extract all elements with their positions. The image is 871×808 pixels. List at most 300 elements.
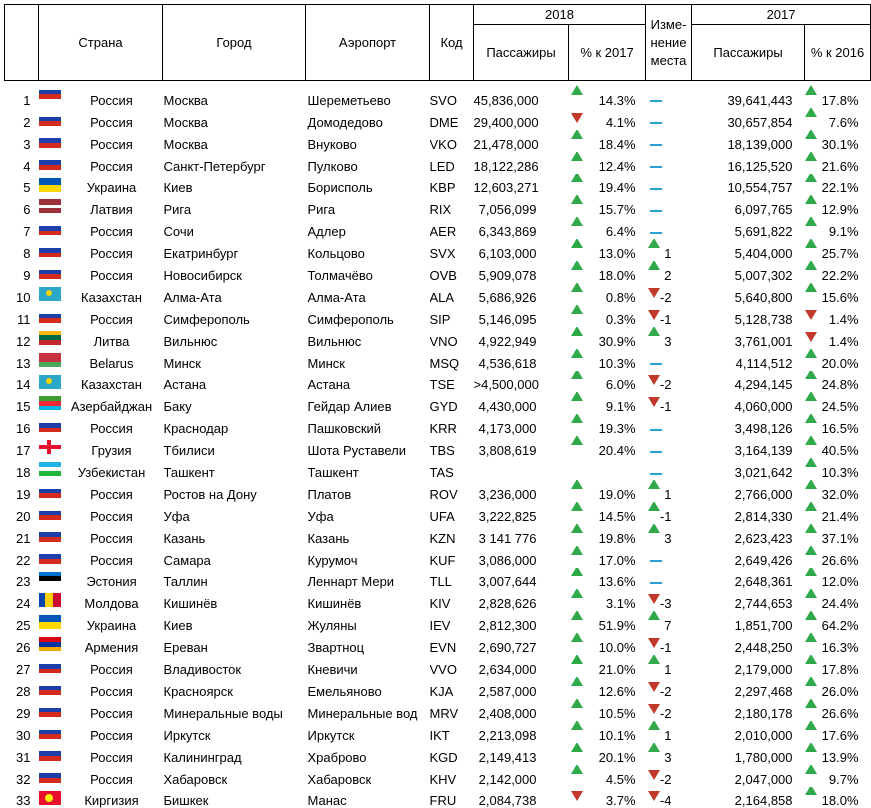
code-cell: KGD — [430, 743, 474, 765]
rank-change-cell — [646, 524, 692, 546]
airport-cell: Леннарт Мери — [306, 568, 430, 590]
arrow-down-icon — [648, 594, 660, 604]
city-cell: Сочи — [163, 217, 306, 239]
country-cell — [39, 699, 163, 721]
arrow-up-icon — [571, 195, 583, 204]
pct-2017-cell — [805, 414, 871, 436]
arrow-up-icon — [571, 261, 583, 270]
rank-change-cell — [646, 633, 692, 655]
rank-cell: 3 — [5, 130, 39, 152]
code-header: Код — [430, 5, 474, 81]
city-cell: Москва — [163, 81, 306, 108]
pct-2018-cell — [569, 699, 646, 721]
pct-value: 13.0% — [599, 246, 636, 261]
arrow-up-icon — [571, 480, 583, 489]
passengers-2017-cell: 3,761,001 — [692, 327, 805, 349]
rank-change-value: -3 — [660, 596, 672, 611]
arrow-up-icon — [805, 130, 817, 139]
table-row — [5, 108, 871, 130]
code-cell: MSQ — [430, 349, 474, 371]
rank-cell: 6 — [5, 195, 39, 217]
no-change-icon — [650, 210, 662, 212]
rank-cell: 18 — [5, 458, 39, 480]
country-name: Россия — [68, 421, 133, 436]
country-name: Россия — [68, 93, 133, 108]
code-cell: VVO — [430, 655, 474, 677]
country-cell — [39, 392, 163, 414]
country-cell — [39, 655, 163, 677]
city-cell: Иркутск — [163, 721, 306, 743]
passengers-2017-cell: 2,179,000 — [692, 655, 805, 677]
country-cell — [39, 371, 163, 393]
pct-2018-cell — [569, 546, 646, 568]
country-name: Россия — [68, 487, 133, 502]
pct-2017-cell — [805, 611, 871, 633]
arrow-up-icon — [571, 85, 583, 95]
code-cell: GYD — [430, 392, 474, 414]
country-name: Россия — [68, 772, 133, 787]
pct-2017-cell — [805, 81, 871, 108]
pct-2018-cell — [569, 611, 646, 633]
rank-change-cell — [646, 765, 692, 787]
code-cell: AER — [430, 217, 474, 239]
country-cell — [39, 327, 163, 349]
country-cell — [39, 81, 163, 108]
pct-value: 7.6% — [829, 115, 859, 130]
country-cell — [39, 546, 163, 568]
arrow-up-icon — [571, 349, 583, 358]
pct-2018-cell — [569, 305, 646, 327]
airport-cell: Храброво — [306, 743, 430, 765]
rank-cell: 12 — [5, 327, 39, 349]
pct-value: 3.7% — [606, 793, 636, 808]
arrow-down-icon — [648, 375, 660, 385]
pct-value: 19.8% — [599, 531, 636, 546]
code-cell: ROV — [430, 480, 474, 502]
passengers-2017-cell: 2,010,000 — [692, 721, 805, 743]
pct-value: 13.6% — [599, 574, 636, 589]
pct-2017-cell — [805, 392, 871, 414]
country-name: Россия — [68, 509, 133, 524]
table-row — [5, 633, 871, 655]
arrow-up-icon — [805, 414, 817, 423]
code-cell: TAS — [430, 458, 474, 480]
rank-cell: 15 — [5, 392, 39, 414]
arrow-up-icon — [571, 611, 583, 620]
pct-value: 13.9% — [822, 750, 859, 765]
rank-cell: 27 — [5, 655, 39, 677]
country-name: Россия — [68, 706, 133, 721]
country-name: Украина — [65, 180, 137, 195]
rank-change-value: -1 — [660, 509, 672, 524]
rank-cell: 2 — [5, 108, 39, 130]
airport-cell: Вильнюс — [306, 327, 430, 349]
flag-ukraine-icon — [39, 178, 61, 192]
passengers-2018-cell: 29,400,000 — [474, 108, 569, 130]
flag-latvia-icon — [39, 199, 61, 213]
arrow-up-icon — [805, 108, 817, 117]
pct-value: 20.0% — [822, 356, 859, 371]
no-change-icon — [650, 144, 662, 146]
flag-kyrgyzstan-icon — [39, 791, 61, 805]
flag-russia-icon — [39, 725, 61, 739]
airport-cell: Емельяново — [306, 677, 430, 699]
table-row — [5, 721, 871, 743]
arrow-up-icon — [805, 721, 817, 730]
country-cell — [39, 349, 163, 371]
rank-change-value: 3 — [664, 334, 671, 349]
country-cell — [39, 239, 163, 261]
pct-value: 22.2% — [822, 268, 859, 283]
passengers-2018-cell: 4,173,000 — [474, 414, 569, 436]
rank-change-value: -1 — [660, 399, 672, 414]
airport-cell: Хабаровск — [306, 765, 430, 787]
country-cell — [39, 108, 163, 130]
country-name: Казахстан — [59, 377, 142, 392]
country-cell — [39, 195, 163, 217]
passengers-2017-cell: 2,297,468 — [692, 677, 805, 699]
country-name: Россия — [68, 137, 133, 152]
airport-cell: Жуляны — [306, 611, 430, 633]
pct-value: 10.1% — [599, 728, 636, 743]
table-row — [5, 589, 871, 611]
arrow-up-icon — [805, 349, 817, 358]
country-cell — [39, 436, 163, 458]
passengers-2018-cell: 2,142,000 — [474, 765, 569, 787]
table-row — [5, 787, 871, 808]
country-cell — [39, 568, 163, 590]
city-cell: Ростов на Дону — [163, 480, 306, 502]
year-2018-header: 2018 — [474, 5, 646, 25]
rank-change-value: 2 — [664, 268, 671, 283]
city-cell: Вильнюс — [163, 327, 306, 349]
city-cell: Киев — [163, 174, 306, 196]
country-cell — [39, 611, 163, 633]
rank-cell: 23 — [5, 568, 39, 590]
pct-2018-cell — [569, 787, 646, 808]
flag-russia-icon — [39, 703, 61, 717]
pct-2018-cell — [569, 568, 646, 590]
rank-change-value: -1 — [660, 312, 672, 327]
city-cell: Екатринбург — [163, 239, 306, 261]
rank-cell: 29 — [5, 699, 39, 721]
country-name: Россия — [68, 531, 133, 546]
city-cell: Таллин — [163, 568, 306, 590]
pct-value: 14.3% — [599, 93, 636, 108]
pct-value: 26.6% — [822, 706, 859, 721]
pct-value: 12.4% — [599, 159, 636, 174]
pct-2018-cell — [569, 327, 646, 349]
rank-cell: 20 — [5, 502, 39, 524]
rank-change-value: -2 — [660, 684, 672, 699]
pct-value: 17.0% — [599, 553, 636, 568]
rank-change-cell — [646, 414, 692, 436]
pct-2018-cell — [569, 414, 646, 436]
arrow-down-icon — [648, 682, 660, 692]
arrow-up-icon — [805, 436, 817, 445]
arrow-up-icon — [571, 524, 583, 533]
pct-2017-cell — [805, 174, 871, 196]
arrow-up-icon — [805, 458, 817, 467]
code-cell: KHV — [430, 765, 474, 787]
city-cell: Уфа — [163, 502, 306, 524]
table-header — [5, 5, 871, 81]
pct-2018-cell — [569, 721, 646, 743]
pct-value: 1.4% — [829, 334, 859, 349]
city-cell: Красноярск — [163, 677, 306, 699]
pct-2017-header: % к 2016 — [805, 25, 871, 81]
country-name: Эстония — [64, 574, 136, 589]
pct-value: 24.4% — [822, 596, 859, 611]
table-row — [5, 327, 871, 349]
arrow-down-icon — [648, 791, 660, 801]
arrow-up-icon — [571, 174, 583, 183]
country-name: Россия — [68, 115, 133, 130]
country-cell — [39, 743, 163, 765]
airport-cell: Уфа — [306, 502, 430, 524]
no-change-icon — [650, 560, 662, 562]
city-cell: Симферополь — [163, 305, 306, 327]
table-row — [5, 414, 871, 436]
airport-cell: Курумоч — [306, 546, 430, 568]
pct-value: 18.0% — [822, 793, 859, 808]
country-cell — [39, 152, 163, 174]
airport-cell: Борисполь — [306, 174, 430, 196]
city-cell: Краснодар — [163, 414, 306, 436]
arrow-up-icon — [571, 502, 583, 511]
country-name: Россия — [68, 246, 133, 261]
code-cell: VNO — [430, 327, 474, 349]
code-cell: SIP — [430, 305, 474, 327]
table-row — [5, 699, 871, 721]
rank-change-cell — [646, 458, 692, 480]
no-change-icon — [650, 232, 662, 234]
arrow-up-icon — [805, 174, 817, 183]
arrow-up-icon — [805, 502, 817, 511]
code-cell: KUF — [430, 546, 474, 568]
passengers-2017-cell: 2,623,423 — [692, 524, 805, 546]
pct-2018-cell — [569, 589, 646, 611]
passengers-2018-cell: 5,909,078 — [474, 261, 569, 283]
rank-change-cell — [646, 81, 692, 108]
country-cell — [39, 414, 163, 436]
rank-change-cell — [646, 655, 692, 677]
rank-change-cell — [646, 787, 692, 808]
year-2017-header: 2017 — [692, 5, 871, 25]
code-cell: FRU — [430, 787, 474, 808]
no-change-icon — [650, 473, 662, 475]
pct-2018-cell — [569, 524, 646, 546]
rank-change-value: 1 — [664, 246, 671, 261]
pct-value: 26.0% — [822, 684, 859, 699]
arrow-up-icon — [571, 130, 583, 139]
country-name: Россия — [68, 268, 133, 283]
passengers-2017-cell: 10,554,757 — [692, 174, 805, 196]
country-cell — [39, 633, 163, 655]
airport-cell: Толмачёво — [306, 261, 430, 283]
arrow-up-icon — [805, 392, 817, 401]
rank-change-cell — [646, 327, 692, 349]
rank-change-cell — [646, 677, 692, 699]
passengers-2017-cell: 4,294,145 — [692, 371, 805, 393]
arrow-up-icon — [571, 568, 583, 577]
pct-value: 6.0% — [606, 377, 636, 392]
flag-russia-icon — [39, 681, 61, 695]
passengers-2017-cell: 2,766,000 — [692, 480, 805, 502]
pct-2018-cell — [569, 217, 646, 239]
flag-georgia-icon — [39, 440, 61, 454]
pct-2018-cell — [569, 239, 646, 261]
pct-2018-cell — [569, 765, 646, 787]
rank-change-cell — [646, 589, 692, 611]
arrow-up-icon — [571, 392, 583, 401]
passengers-2017-cell: 30,657,854 — [692, 108, 805, 130]
pct-value: 14.5% — [599, 509, 636, 524]
pct-2018-cell — [569, 480, 646, 502]
rank-change-cell — [646, 349, 692, 371]
city-cell: Самара — [163, 546, 306, 568]
country-name: Россия — [68, 553, 133, 568]
arrow-up-icon — [571, 546, 583, 555]
arrow-up-icon — [805, 743, 817, 752]
pct-value: 12.9% — [822, 202, 859, 217]
pct-2017-cell — [805, 305, 871, 327]
code-cell: UFA — [430, 502, 474, 524]
table-row — [5, 283, 871, 305]
rank-change-cell — [646, 152, 692, 174]
pct-value: 10.5% — [599, 706, 636, 721]
arrow-up-icon — [805, 371, 817, 380]
pct-2018-cell — [569, 502, 646, 524]
pct-value: 20.4% — [599, 443, 636, 458]
pct-value: 12.6% — [599, 684, 636, 699]
pct-value: 17.8% — [822, 662, 859, 677]
table-row — [5, 677, 871, 699]
pct-value: 64.2% — [822, 618, 859, 633]
rank-cell: 10 — [5, 283, 39, 305]
passengers-2017-cell: 4,060,000 — [692, 392, 805, 414]
city-cell: Ташкент — [163, 458, 306, 480]
rank-change-cell — [646, 392, 692, 414]
country-name: Россия — [68, 750, 133, 765]
rank-cell: 11 — [5, 305, 39, 327]
country-cell — [39, 283, 163, 305]
flag-estonia-icon — [39, 572, 61, 586]
table-row — [5, 743, 871, 765]
pct-2018-cell — [569, 371, 646, 393]
country-cell — [39, 721, 163, 743]
rank-change-value: -2 — [660, 290, 672, 305]
pct-2017-cell — [805, 524, 871, 546]
arrow-up-icon — [648, 327, 660, 336]
pct-value: 10.3% — [599, 356, 636, 371]
arrow-up-icon — [805, 568, 817, 577]
pct-value: 0.8% — [606, 290, 636, 305]
pct-value: 6.4% — [606, 224, 636, 239]
code-cell: IKT — [430, 721, 474, 743]
pct-2018-cell — [569, 108, 646, 130]
country-name: Киргизия — [62, 793, 138, 808]
pct-2017-cell — [805, 699, 871, 721]
code-cell: SVX — [430, 239, 474, 261]
no-change-icon — [650, 429, 662, 431]
arrow-down-icon — [648, 704, 660, 714]
airport-cell: Шота Руставели — [306, 436, 430, 458]
arrow-up-icon — [805, 239, 817, 248]
rank-cell: 28 — [5, 677, 39, 699]
arrow-up-icon — [571, 239, 583, 248]
table-row — [5, 546, 871, 568]
pct-2018-cell — [569, 81, 646, 108]
airport-cell: Кольцово — [306, 239, 430, 261]
pct-value: 9.7% — [829, 772, 859, 787]
rank-change-cell — [646, 108, 692, 130]
pct-value: 22.1% — [822, 180, 859, 195]
airport-cell: Пулково — [306, 152, 430, 174]
pct-2017-cell — [805, 349, 871, 371]
rank-cell: 33 — [5, 787, 39, 808]
passengers-2018-cell: 2,587,000 — [474, 677, 569, 699]
rank-change-cell — [646, 217, 692, 239]
arrow-up-icon — [571, 699, 583, 708]
no-change-icon — [650, 166, 662, 168]
flag-belarus-icon — [39, 353, 61, 367]
flag-armenia-icon — [39, 637, 61, 651]
city-cell: Калининград — [163, 743, 306, 765]
flag-uzbekistan-icon — [39, 462, 61, 476]
pct-2017-cell — [805, 195, 871, 217]
arrow-up-icon — [571, 217, 583, 226]
rank-cell: 31 — [5, 743, 39, 765]
pct-2017-cell — [805, 633, 871, 655]
passengers-2017-cell: 5,007,302 — [692, 261, 805, 283]
code-cell: KIV — [430, 589, 474, 611]
city-cell: Санкт-Петербург — [163, 152, 306, 174]
airport-cell: Шереметьево — [306, 81, 430, 108]
arrow-up-icon — [805, 677, 817, 686]
pct-2017-cell — [805, 108, 871, 130]
pct-2017-cell — [805, 502, 871, 524]
arrow-down-icon — [648, 310, 660, 320]
passengers-2018-cell: >4,500,000 — [474, 371, 569, 393]
arrow-up-icon — [571, 436, 583, 445]
rank-cell: 25 — [5, 611, 39, 633]
rank-cell: 13 — [5, 349, 39, 371]
pct-value: 4.1% — [606, 115, 636, 130]
passengers-2017-cell: 39,641,443 — [692, 81, 805, 108]
rank-cell: 5 — [5, 174, 39, 196]
country-header: Страна — [39, 5, 163, 81]
country-name: Украина — [65, 618, 137, 633]
arrow-up-icon — [805, 546, 817, 555]
rank-change-cell — [646, 743, 692, 765]
code-cell: TBS — [430, 436, 474, 458]
country-name: Азербайджан — [49, 399, 152, 414]
rank-change-cell — [646, 371, 692, 393]
pct-value: 16.5% — [822, 421, 859, 436]
pct-value: 26.6% — [822, 553, 859, 568]
arrow-down-icon — [805, 332, 817, 342]
passengers-2018-cell: 3,007,644 — [474, 568, 569, 590]
city-cell: Москва — [163, 130, 306, 152]
flag-russia-icon — [39, 484, 61, 498]
pct-2018-cell — [569, 152, 646, 174]
rank-cell: 17 — [5, 436, 39, 458]
code-cell: RIX — [430, 195, 474, 217]
arrow-down-icon — [648, 770, 660, 780]
city-cell: Тбилиси — [163, 436, 306, 458]
passengers-2018-cell: 5,146,095 — [474, 305, 569, 327]
